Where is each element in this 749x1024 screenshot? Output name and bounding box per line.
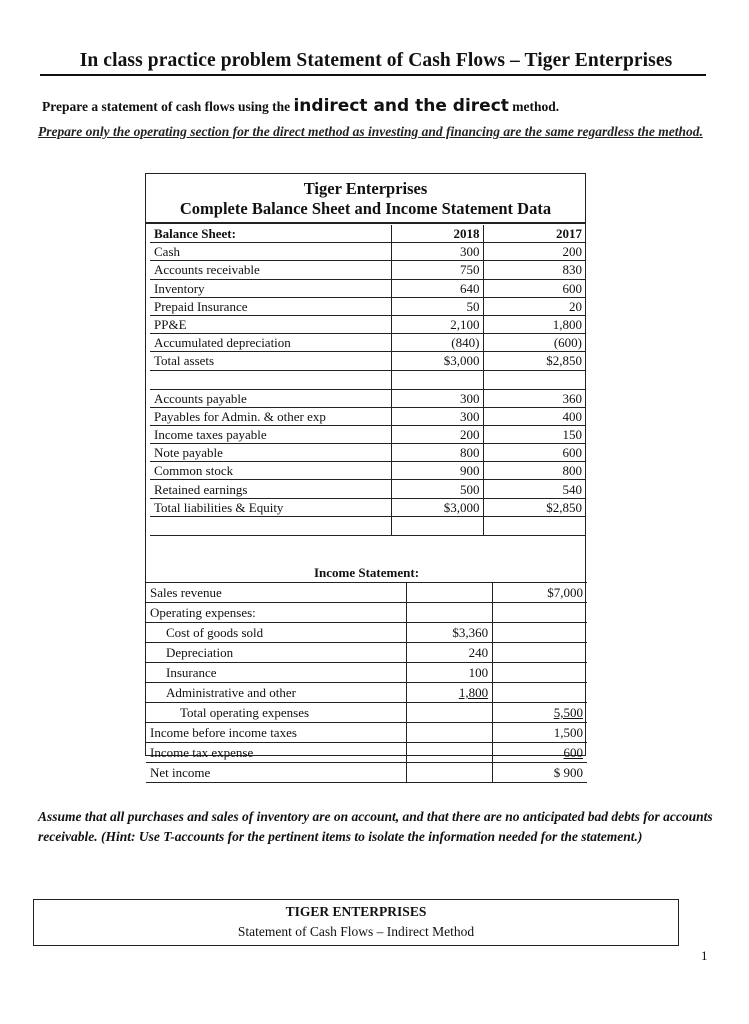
row-label: Inventory xyxy=(150,279,392,297)
row-label: Accumulated depreciation xyxy=(150,334,392,352)
value-2017: 150 xyxy=(484,425,586,443)
table-row xyxy=(146,643,587,663)
row-label: Accounts receivable xyxy=(150,261,392,279)
instruction-emphasis: indirect and the direct xyxy=(293,96,509,116)
balance-sheet-label: Balance Sheet: xyxy=(150,225,392,243)
spacer-row xyxy=(150,370,586,389)
company-name: Tiger Enterprises xyxy=(303,179,428,198)
income-statement-heading: Income Statement: xyxy=(146,563,587,583)
table-row xyxy=(150,279,586,297)
sales-value: $7,000 xyxy=(493,583,587,603)
value-2017: $2,850 xyxy=(484,352,586,370)
table-row xyxy=(150,480,586,498)
table-row xyxy=(150,315,586,333)
value-2017: 800 xyxy=(484,462,586,480)
row-label: Payables for Admin. & other exp xyxy=(150,407,392,425)
value-2017: 600 xyxy=(484,444,586,462)
net-income-value: $ 900 xyxy=(493,763,587,783)
balance-sheet-table xyxy=(150,225,586,536)
table-row xyxy=(150,444,586,462)
table-row xyxy=(146,683,587,703)
table-row xyxy=(150,498,586,516)
table-row xyxy=(146,663,587,683)
row-label: Common stock xyxy=(150,462,392,480)
expense-value: 100 xyxy=(407,663,493,683)
statement-header-box xyxy=(33,899,679,946)
row-label: Accounts payable xyxy=(150,389,392,407)
value-2018: 300 xyxy=(392,243,484,261)
year-2018-header: 2018 xyxy=(392,225,484,243)
value-2018: 2,100 xyxy=(392,315,484,333)
row-label: Prepaid Insurance xyxy=(150,297,392,315)
row-label: Income taxes payable xyxy=(150,425,392,443)
value-2017: 540 xyxy=(484,480,586,498)
data-box-subtitle: Complete Balance Sheet and Income Statement Data xyxy=(179,199,552,218)
value-2017: 200 xyxy=(484,243,586,261)
statement-company: TIGER ENTERPRISES xyxy=(285,904,427,919)
value-2018: 800 xyxy=(392,444,484,462)
table-row xyxy=(150,261,586,279)
value-2017: 1,800 xyxy=(484,315,586,333)
value-2017: 360 xyxy=(484,389,586,407)
income-statement-header-row xyxy=(146,563,587,583)
value-2018: 300 xyxy=(392,407,484,425)
value-2018: 500 xyxy=(392,480,484,498)
value-2018: (840) xyxy=(392,334,484,352)
value-2018: 640 xyxy=(392,279,484,297)
header-divider xyxy=(146,222,585,224)
tax-label: Income tax expense xyxy=(146,743,407,763)
table-row xyxy=(146,763,587,783)
assumption-note: Assume that all purchases and sales of inventory are on account, and that there are no anticipated bad debts for accounts receivable. (Hint: Use T-accounts for the pertinent items to isolate the information needed for the statement.) xyxy=(38,809,713,844)
page-title: In class practice problem Statement of Cash Flows – Tiger Enterprises xyxy=(79,50,673,71)
table-row xyxy=(150,425,586,443)
pretax-label: Income before income taxes xyxy=(146,723,407,743)
expense-label: Administrative and other xyxy=(146,683,407,703)
table-row xyxy=(146,583,587,603)
opex-label: Operating expenses: xyxy=(146,603,407,623)
table-row xyxy=(150,297,586,315)
table-row xyxy=(150,352,586,370)
value-2017: 830 xyxy=(484,261,586,279)
total-opex-label: Total operating expenses xyxy=(146,703,407,723)
income-statement-table xyxy=(146,563,587,783)
table-row xyxy=(146,743,587,763)
row-label: Total assets xyxy=(150,352,392,370)
row-label: Total liabilities & Equity xyxy=(150,498,392,516)
value-2018: 750 xyxy=(392,261,484,279)
financial-data-box xyxy=(145,173,586,780)
value-2017: 400 xyxy=(484,407,586,425)
table-row xyxy=(150,407,586,425)
row-label: Retained earnings xyxy=(150,480,392,498)
expense-value: $3,360 xyxy=(407,623,493,643)
value-2017: 600 xyxy=(484,279,586,297)
expense-label: Depreciation xyxy=(146,643,407,663)
title-underline xyxy=(40,74,706,76)
value-2018: 300 xyxy=(392,389,484,407)
net-income-label: Net income xyxy=(146,763,407,783)
row-label: Cash xyxy=(150,243,392,261)
year-2017-header: 2017 xyxy=(484,225,586,243)
instruction-suffix: method. xyxy=(508,99,560,114)
table-row xyxy=(150,389,586,407)
expense-label: Cost of goods sold xyxy=(146,623,407,643)
table-header-row xyxy=(150,225,586,243)
tax-value: 600 xyxy=(563,745,583,760)
statement-subtitle: Statement of Cash Flows – Indirect Method xyxy=(237,924,475,939)
table-row xyxy=(150,243,586,261)
table-row xyxy=(146,623,587,643)
total-opex-value: 5,500 xyxy=(553,705,583,720)
value-2018: $3,000 xyxy=(392,498,484,516)
table-row xyxy=(146,723,587,743)
expense-value: 240 xyxy=(407,643,493,663)
value-2017: $2,850 xyxy=(484,498,586,516)
value-2018: 50 xyxy=(392,297,484,315)
row-label: Note payable xyxy=(150,444,392,462)
value-2017: (600) xyxy=(484,334,586,352)
pretax-value: 1,500 xyxy=(493,723,587,743)
value-2018: 900 xyxy=(392,462,484,480)
value-2018: $3,000 xyxy=(392,352,484,370)
expense-value: 1,800 xyxy=(458,685,489,700)
value-2017: 20 xyxy=(484,297,586,315)
table-row xyxy=(150,462,586,480)
table-row xyxy=(146,603,587,623)
instruction-main xyxy=(42,96,559,116)
table-row xyxy=(146,703,587,723)
value-2018: 200 xyxy=(392,425,484,443)
instruction-prefix: Prepare a statement of cash flows using the xyxy=(42,99,294,114)
expense-label: Insurance xyxy=(146,663,407,683)
spacer-row xyxy=(150,516,586,535)
sales-label: Sales revenue xyxy=(146,583,407,603)
instruction-note: Prepare only the operating section for the direct method as investing and financing are the same regardless the method. xyxy=(38,124,703,139)
row-label: PP&E xyxy=(150,315,392,333)
table-row xyxy=(150,334,586,352)
page-number: 1 xyxy=(701,948,708,963)
